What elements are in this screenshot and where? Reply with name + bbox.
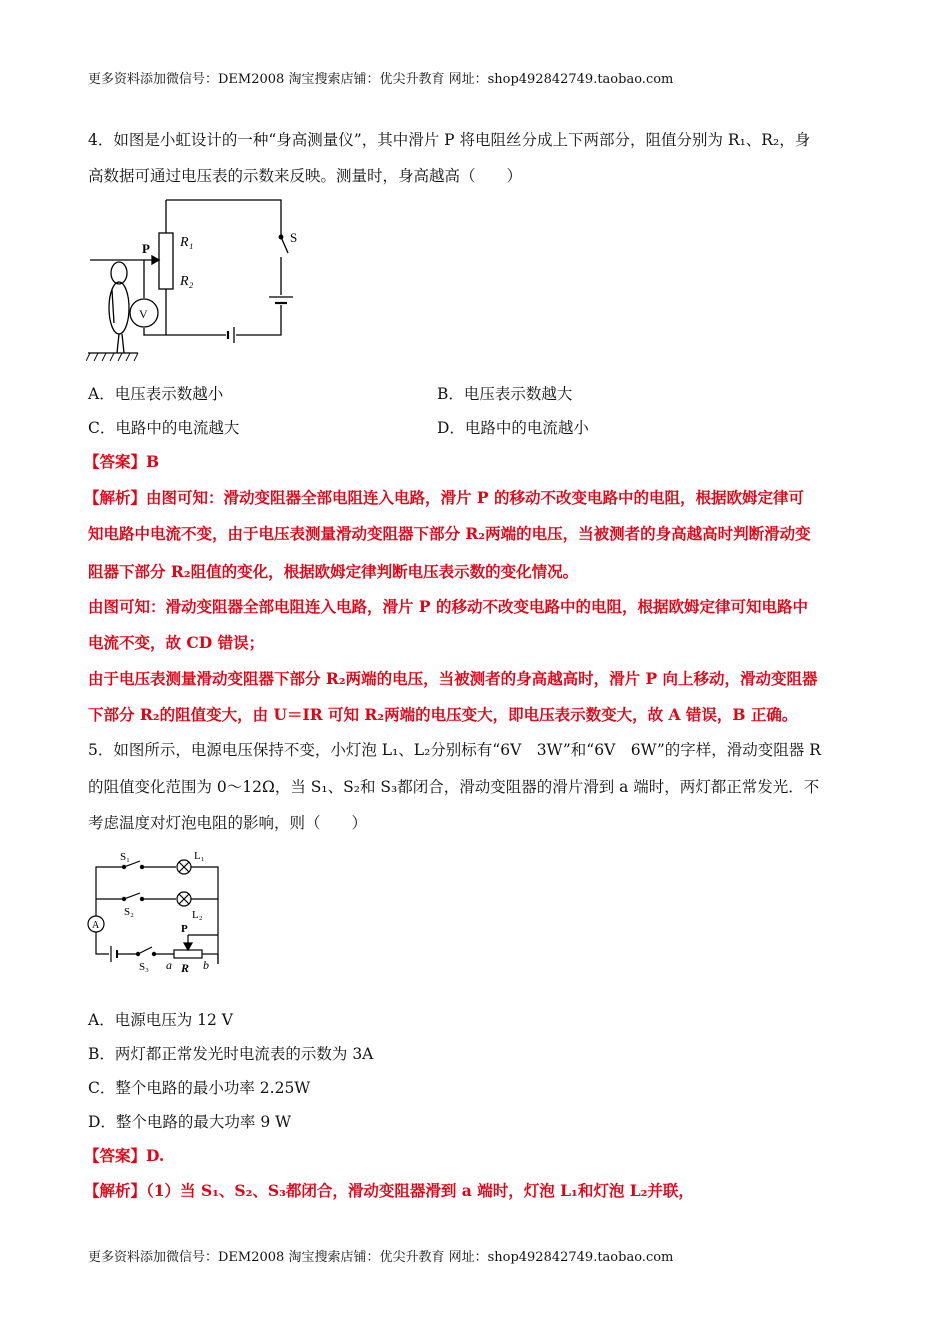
q5-option-c: C．整个电路的最小功率 2.25W: [88, 1079, 311, 1097]
q4-stem-line-1: 4．如图是小虹设计的一种“身高测量仪”，其中滑片 P 将电阻丝分成上下两部分，阻值分别为 R₁、R₂，身: [88, 131, 811, 149]
q4-option-d: D．电路中的电流越小: [437, 419, 589, 437]
page-header: 更多资料添加微信号：DEM2008 淘宝搜索店铺：优尖升教育 网址：shop492842749.taobao.com: [88, 72, 674, 87]
q5-option-d: D．整个电路的最大功率 9 W: [88, 1113, 292, 1131]
q4-analysis-line-4: 由图可知：滑动变阻器全部电阻连入电路，滑片 P 的移动不改变电路中的电阻，根据欧姆定律可知电路中: [88, 597, 808, 616]
q4-option-b: B．电压表示数越大: [437, 385, 573, 403]
q4-label-P: P: [142, 241, 150, 256]
q5-label-S3: S₃: [139, 961, 149, 973]
q5-label-A: A: [92, 920, 100, 931]
q5-answer-tag: 【答案】: [84, 1146, 147, 1165]
q4-label-S: S: [290, 230, 298, 245]
q5-option-a: A．电源电压为 12 V: [88, 1011, 233, 1029]
q4-analysis-tag: 【解析】: [84, 488, 147, 507]
q4-analysis-line-3: 阻器下部分 R₂阻值的变化，根据欧姆定律判断电压表示数的变化情况。: [88, 562, 579, 581]
q4-answer: [84, 452, 159, 472]
q5-label-L1: L₁: [194, 850, 205, 862]
q4-circuit-diagram: [86, 195, 306, 365]
page-footer: 更多资料添加微信号：DEM2008 淘宝搜索店铺：优尖升教育 网址：shop492842749.taobao.com: [88, 1250, 674, 1265]
q4-label-R1: R₁: [180, 235, 194, 250]
q5-answer: [84, 1146, 164, 1166]
q5-analysis-tag: 【解析】: [84, 1181, 147, 1200]
q5-circuit-diagram: [84, 842, 234, 977]
q5-label-L2: L₂: [192, 909, 203, 921]
q5-answer-value: D.: [146, 1146, 165, 1165]
q4-analysis-line-2: 知电路中电流不变，由于电压表测量滑动变阻器下部分 R₂两端的电压，当被测者的身高越高时判断滑动变: [88, 524, 811, 543]
q4-label-R2: R₂: [180, 274, 194, 289]
q4-label-V: V: [139, 307, 148, 321]
q5-label-P: P: [181, 923, 188, 935]
q4-answer-tag: 【答案】: [84, 452, 147, 471]
q5-option-b: B．两灯都正常发光时电流表的示数为 3A: [88, 1045, 374, 1063]
q5-label-b: b: [203, 958, 209, 972]
q5-stem-line-2: 的阻值变化范围为 0～12Ω，当 S₁、S₂和 S₃都闭合，滑动变阻器的滑片滑到 a 端时，两灯都正常发光．不: [88, 778, 820, 796]
q4-analysis-line-6: 由于电压表测量滑动变阻器下部分 R₂两端的电压，当被测者的身高越高时，滑片 P 向上移动，滑动变阻器: [88, 669, 818, 688]
q5-label-S2: S₂: [124, 906, 134, 918]
q4-analysis-line-5: 电流不变，故 CD 错误；: [88, 633, 265, 652]
q5-stem-line-3: 考虑温度对灯泡电阻的影响，则（ ）: [88, 814, 368, 832]
q4-analysis-line-7: 下部分 R₂的阻值变大，由 U＝IR 可知 R₂两端的电压变大，即电压表示数变大，故 A 错误，B 正确。: [88, 705, 798, 724]
q5-label-S1: S₁: [120, 851, 130, 863]
q5-label-a: a: [166, 958, 172, 972]
q4-analysis-line-1: 【解析】由图可知：滑动变阻器全部电阻连入电路，滑片 P 的移动不改变电路中的电阻，根据欧姆定律可: [84, 488, 804, 507]
q4-option-c: C．电路中的电流越大: [88, 419, 240, 437]
q4-answer-value: B: [146, 452, 160, 471]
q5-stem-line-1: 5．如图所示，电源电压保持不变，小灯泡 L₁、L₂分别标有“6V 3W”和“6V 6W”的字样，滑动变阻器 R: [88, 741, 821, 759]
q4-stem-line-2: 高数据可通过电压表的示数来反映。测量时，身高越高（ ）: [88, 167, 523, 185]
q5-analysis-line-1: 【解析】（1）当 S₁、S₂、S₃都闭合，滑动变阻器滑到 a 端时，灯泡 L₁和灯泡 L₂并联，: [84, 1181, 694, 1200]
q5-label-R: R: [181, 961, 190, 975]
q4-option-a: A．电压表示数越小: [88, 385, 224, 403]
